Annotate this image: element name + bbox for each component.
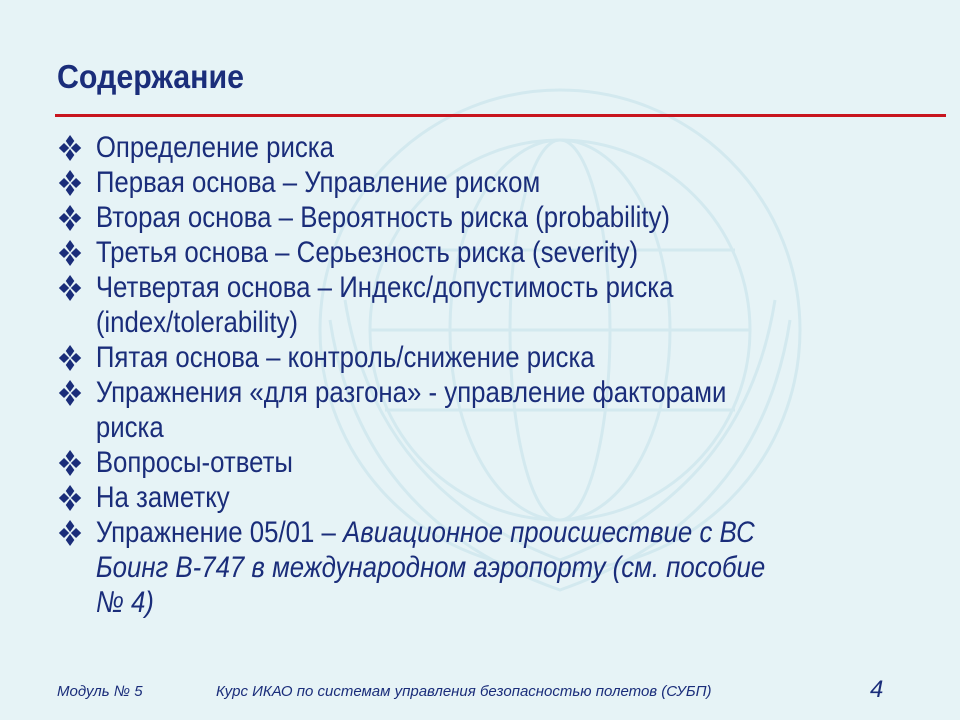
list-item — [58, 130, 956, 165]
list-item — [58, 270, 956, 340]
list-item-text: Упражнение 05/01 – — [95, 516, 344, 549]
list-item — [58, 165, 956, 200]
footer-course: Курс ИКАО по системам управления безопасностью полетов (СУБП) — [216, 683, 712, 700]
list-item-text: Вторая основа – Вероятность риска (probability) — [95, 201, 670, 234]
footer-module: Модуль № 5 — [57, 683, 143, 700]
page-number: 4 — [870, 676, 884, 703]
diamond-four-bullet-icon — [58, 134, 82, 162]
list-item — [58, 515, 956, 620]
diamond-four-bullet-icon — [58, 239, 82, 267]
diamond-four-bullet-icon — [58, 274, 82, 302]
list-item — [58, 235, 956, 270]
list-item-text: Третья основа – Серьезность риска (severity) — [95, 236, 639, 269]
list-item-text: (index/tolerability) — [95, 306, 299, 339]
diamond-four-bullet-icon — [58, 169, 82, 197]
list-item-text: Упражнения «для разгона» - управление факторами — [95, 376, 727, 409]
list-item-italic-text: Боинг B-747 в международном аэропорту (см. пособие — [95, 551, 766, 584]
list-item-text: Вопросы-ответы — [95, 446, 293, 479]
list-item-text: Первая основа – Управление риском — [95, 166, 541, 199]
list-item-text: Пятая основа – контроль/снижение риска — [95, 341, 595, 374]
list-item-italic-text: Авиационное происшествие с ВС — [343, 516, 755, 549]
diamond-four-bullet-icon — [58, 484, 82, 512]
contents-list — [58, 130, 918, 620]
diamond-four-bullet-icon — [58, 344, 82, 372]
list-item-text: Четвертая основа – Индекс/допустимость риска — [95, 271, 674, 304]
list-item — [58, 340, 956, 375]
diamond-four-bullet-icon — [58, 379, 82, 407]
diamond-four-bullet-icon — [58, 449, 82, 477]
list-item-text: Определение риска — [95, 131, 335, 164]
diamond-four-bullet-icon — [58, 204, 82, 232]
list-item — [58, 445, 956, 480]
list-item-text: риска — [95, 411, 164, 444]
list-item — [58, 480, 956, 515]
title-divider — [55, 114, 946, 117]
list-item-italic-text: № 4) — [95, 586, 154, 619]
list-item-text: На заметку — [95, 481, 230, 514]
list-item — [58, 375, 956, 445]
diamond-four-bullet-icon — [58, 519, 82, 547]
slide-title: Содержание — [57, 58, 245, 95]
list-item — [58, 200, 956, 235]
